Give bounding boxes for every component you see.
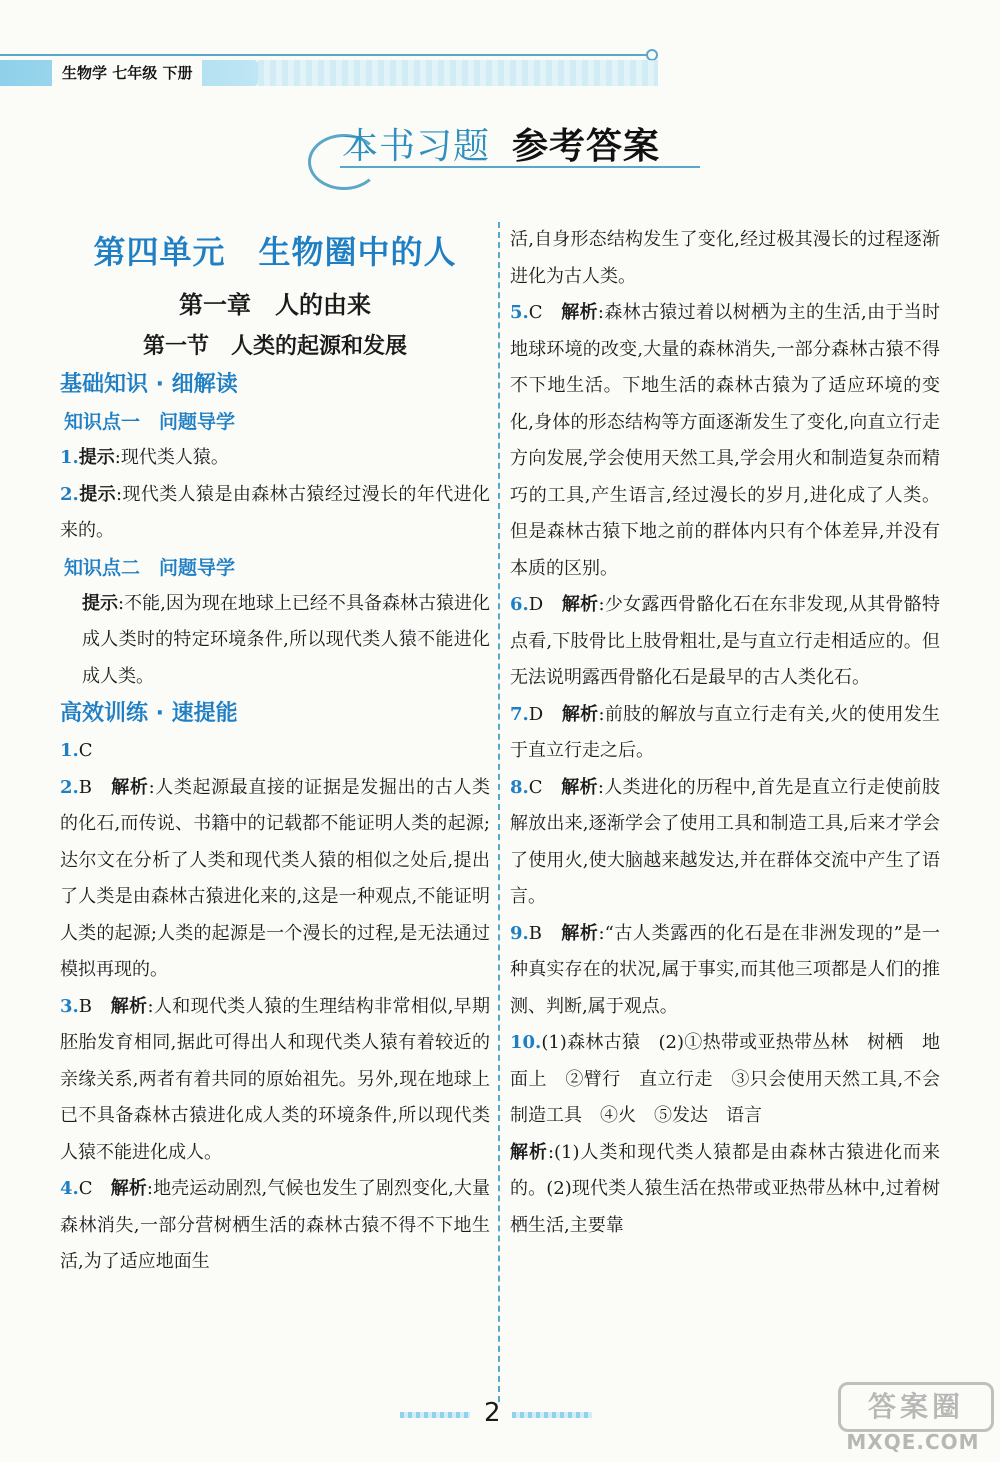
watermark-url: MXQE.COM	[846, 1430, 980, 1454]
right-column	[510, 222, 940, 1244]
answer-item: 6.D 解析:少女露西骨骼化石在东非发现,从其骨骼特点看,下肢骨比上肢骨粗壮,是与直立行走相适应的。但无法说明露西骨骼化石是最早的古人类化石。	[510, 594, 940, 688]
answer-analysis: 解析:(1)人类和现代类人猿都是由森林古猿进化而来的。(2)现代类人猿生活在热带或亚热带丛林中,过着树栖生活,主要靠	[510, 1141, 941, 1236]
answers-banner	[300, 112, 720, 192]
answer-item: 7.D 解析:前肢的解放与直立行走有关,火的使用发生于直立行走之后。	[510, 703, 940, 761]
answer-item: 4.C 解析:地壳运动剧烈,气候也发生了剧烈变化,大量森林消失,一部分营树栖生活的森林古猿不得不下地生活,为了适应地面生	[60, 1178, 491, 1272]
answer-item: 10.(1)森林古猿 (2)①热带或亚热带丛林 树栖 地面上 ②臂行 直立行走 ③只会使用天然工具,不会制造工具 ④火 ⑤发达 语言	[510, 1032, 940, 1126]
column-divider	[498, 222, 500, 1402]
section-title: 第一节 人类的起源和发展	[142, 334, 407, 359]
answer-item: 1.C	[60, 740, 93, 761]
left-column	[60, 222, 490, 1281]
header-rule	[0, 54, 650, 56]
unit-title: 第四单元 生物圈中的人	[93, 233, 457, 271]
answer-continuation: 活,自身形态结构发生了变化,经过极其漫长的过程逐渐进化为古人类。	[510, 229, 940, 287]
answer-item: 2.B 解析:人类起源最直接的证据是发掘出的古人类的化石,而传说、书籍中的记载都不能证明人类的起源;达尔文在分析了人类和现代类人猿的相似之处后,提出了人类是由森林古猿进化来的,这是一种观点,不能证明人类的起源;人类的起源是一个漫长的过程,是无法通过模拟再现的。	[60, 776, 490, 980]
watermark-brand: 答案圈	[838, 1382, 994, 1432]
knowledge-point-2: 知识点二 问题导学	[64, 556, 236, 579]
chapter-title: 第一章 人的由来	[179, 291, 371, 319]
banner-title-part2: 参考答案	[512, 126, 661, 167]
book-title: 生物学 七年级 下册	[52, 60, 202, 86]
heading-basic-knowledge: 基础知识 · 细解读	[60, 372, 238, 397]
footer-decoration-right	[512, 1412, 592, 1418]
answer-item: 8.C 解析:人类进化的历程中,首先是直立行走使前肢解放出来,逐渐学会了使用工具和制造工具,后来才学会了使用火,使大脑越来越发达,并在群体交流中产生了语言。	[510, 776, 941, 907]
watermark-logo	[838, 1382, 988, 1452]
answer-item: 5.C 解析:森林古猿过着以树栖为主的生活,由于当时地球环境的改变,大量的森林消失,一部分森林古猿不得不下地生活。下地生活的森林古猿为了适应环境的变化,身体的形态结构等方面逐渐发生了变化,向直立行走方向发展,学会使用天然工具,学会用火和制造复杂而精巧的工具,产生语言,经过漫长的岁月,进化成了人类。但是森林古猿下地之前的群体内只有个体差异,并没有本质的区别。	[510, 302, 941, 579]
answer-item: 9.B 解析:“古人类露西的化石是在非洲发现的”是一种真实存在的状况,属于事实,而其他三项都是人们的推测、判断,属于观点。	[510, 922, 941, 1017]
answer-item: 2.提示:现代类人猿是由森林古猿经过漫长的年代进化来的。	[60, 483, 491, 541]
heading-efficient-training: 高效训练 · 速提能	[60, 701, 238, 726]
answer-item: 1.提示:现代类人猿。	[60, 447, 229, 468]
header-tab	[0, 60, 258, 86]
page-number: 2	[484, 1398, 501, 1428]
header-decoration-strip	[258, 60, 658, 86]
banner-title-part1: 本书习题	[342, 126, 491, 167]
answer-item: 提示:不能,因为现在地球上已经不具备森林古猿进化成人类时的特定环境条件,所以现代类人猿不能进化成人类。	[82, 592, 491, 687]
answer-item: 3.B 解析:人和现代类人猿的生理结构非常相似,早期胚胎发育相同,据此可得出人和现代类人猿有着较近的亲缘关系,两者有着共同的原始祖先。另外,现在地球上已不具备森林古猿进化成人类的环境条件,所以现代类人猿不能进化成人。	[60, 995, 491, 1163]
footer-decoration-left	[400, 1412, 470, 1418]
knowledge-point-1: 知识点一 问题导学	[64, 411, 236, 433]
